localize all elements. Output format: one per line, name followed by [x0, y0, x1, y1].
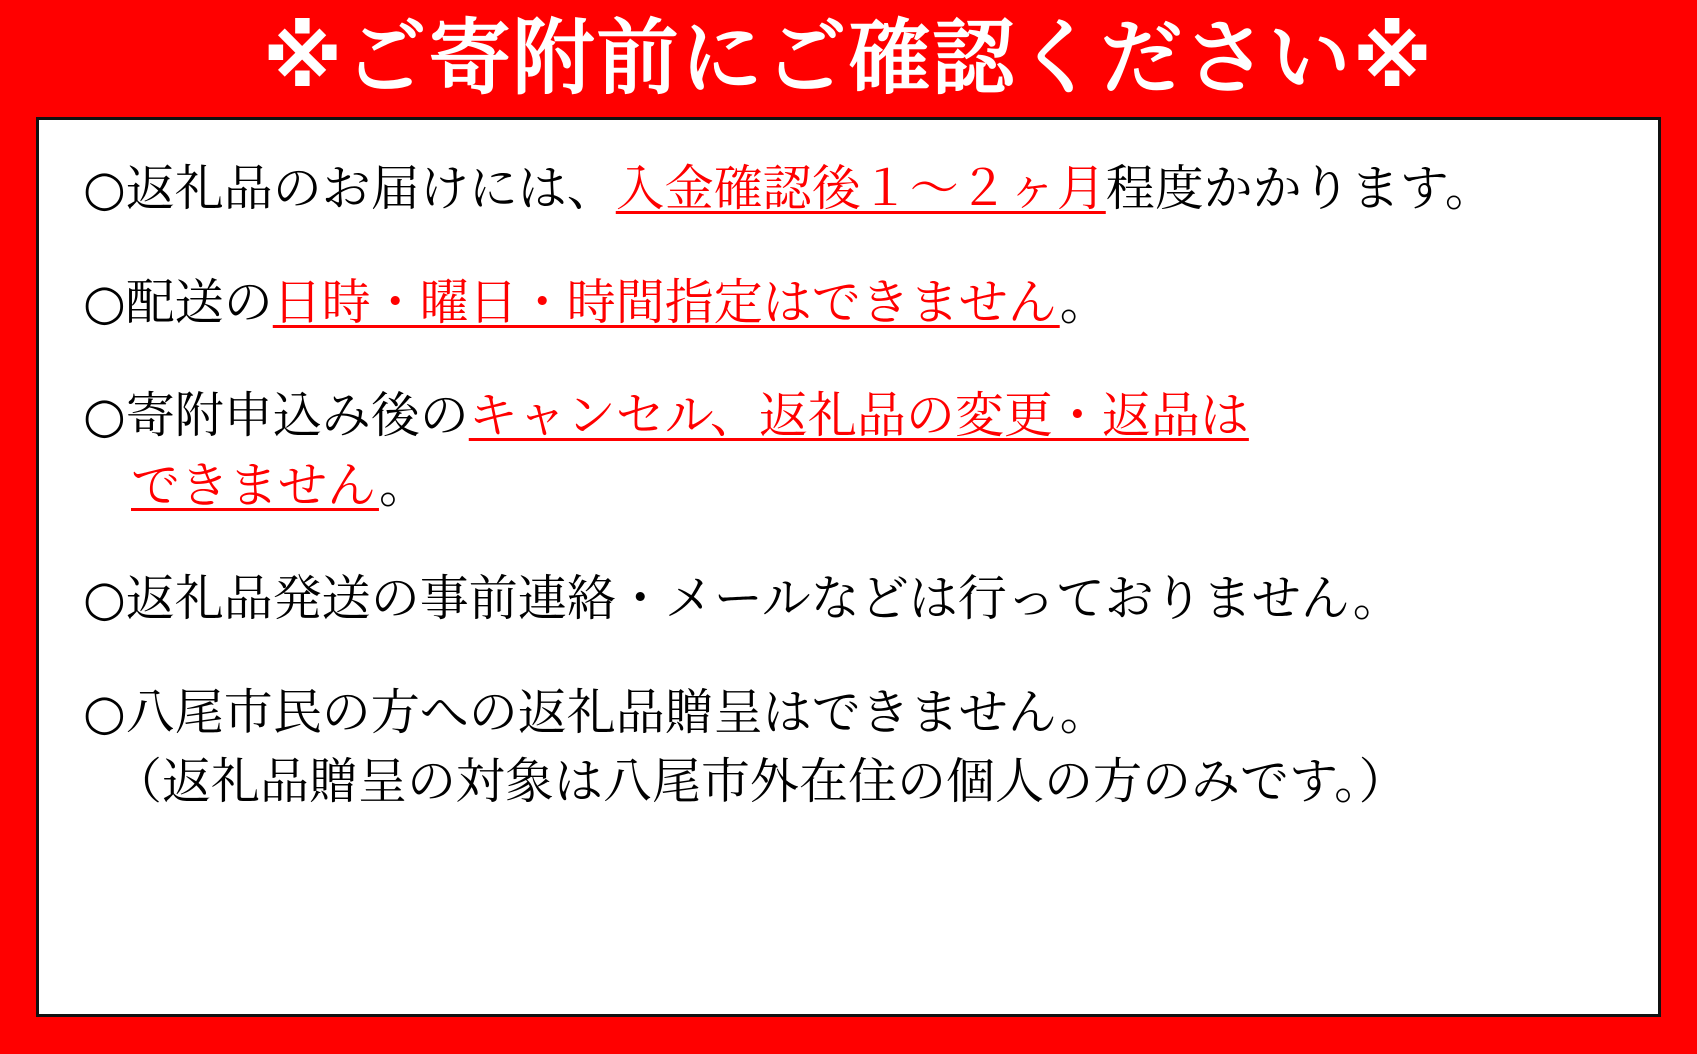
notice-item-line	[83, 747, 1614, 817]
notice-text: ○寄附申込み後の	[83, 387, 469, 445]
notice-item-line	[83, 381, 1614, 451]
notice-item	[83, 268, 1614, 338]
notice-item-line	[83, 268, 1614, 338]
notice-item	[83, 678, 1614, 817]
notice-item-line	[83, 678, 1614, 748]
notice-text: ○返礼品発送の事前連絡・メールなどは行っておりません。	[83, 570, 1402, 628]
notice-text: 。	[378, 456, 428, 514]
notice-item-line	[83, 154, 1614, 224]
notice-highlight-text: できません	[131, 456, 379, 514]
page-title: ※ご寄附前にご確認ください※	[262, 11, 1435, 106]
notice-item	[83, 564, 1614, 634]
notice-text: 程度かかります。	[1105, 160, 1494, 217]
notice-text: ○返礼品のお届けには、	[83, 160, 616, 217]
notice-list	[83, 154, 1614, 817]
notice-highlight-text: キャンセル、返礼品の変更・返品は	[468, 387, 1249, 445]
notice-highlight-text: 日時・曜日・時間指定はできません	[272, 273, 1060, 331]
notice-text: ○八尾市民の方への返礼品贈呈はできません。	[83, 683, 1109, 741]
notice-highlight-text: 入金確認後１～２ヶ月	[615, 160, 1106, 217]
notice-text: 。	[1059, 273, 1109, 331]
notice-text: （返礼品贈呈の対象は八尾市外在住の個人の方のみです。）	[113, 753, 1408, 811]
notice-text: ○配送の	[83, 273, 273, 331]
notice-item-line	[83, 451, 1614, 521]
notice-body-panel	[36, 117, 1661, 1017]
notice-item	[83, 381, 1614, 520]
notice-item	[83, 154, 1614, 224]
notice-item-line	[83, 564, 1614, 634]
